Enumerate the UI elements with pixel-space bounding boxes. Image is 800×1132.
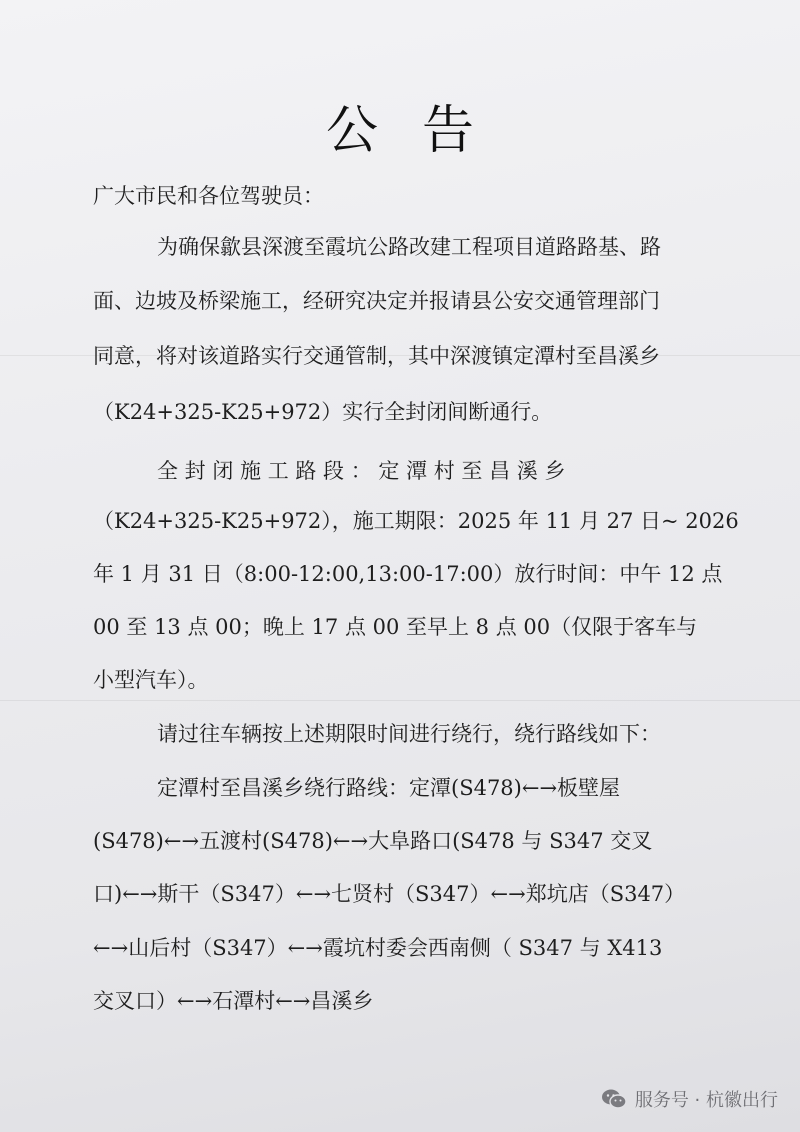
body-line: (S478)←→五渡村(S478)←→大阜路口(S478 与 S347 交叉	[93, 829, 653, 853]
body-line: 请过往车辆按上述期限时间进行绕行，绕行路线如下：	[157, 722, 661, 746]
body-line: 交叉口）←→石潭村←→昌溪乡	[93, 989, 374, 1013]
body-line: （K24+325-K25+972），施工期限：2025 年 11 月 27 日~ 2026	[93, 509, 739, 533]
body-line: （K24+325-K25+972）实行全封闭间断通行。	[93, 400, 553, 424]
watermark	[601, 1086, 778, 1112]
body-line: 口)←→斯干（S347）←→七贤村（S347）←→郑坑店（S347）	[93, 882, 686, 906]
notice-title: 公告	[325, 101, 518, 161]
body-line: ←→山后村（S347）←→霞坑村委会西南侧（ S347 与 X413	[93, 936, 663, 960]
body-line: 定潭村至昌溪乡绕行路线：定潭(S478)←→板壁屋	[157, 776, 621, 800]
body-line: 同意，将对该道路实行交通管制，其中深渡镇定潭村至昌溪乡	[93, 344, 660, 368]
body-line: 年 1 月 31 日（8:00-12:00,13:00-17:00）放行时间：中午 12 点	[93, 562, 723, 586]
body-line: 00 至 13 点 00；晚上 17 点 00 至早上 8 点 00（仅限于客车与	[93, 615, 698, 639]
body-line: 为确保歙县深渡至霞坑公路改建工程项目道路路基、路	[157, 235, 661, 259]
paper-fold	[0, 700, 800, 701]
body-line: 全 封 闭 施 工 路 段 ： 定 潭 村 至 昌 溪 乡	[157, 459, 566, 483]
watermark-text: 服务号 · 杭徽出行	[634, 1090, 778, 1111]
body-line: 小型汽车）。	[93, 668, 209, 692]
body-line: 面、边坡及桥梁施工，经研究决定并报请县公安交通管理部门	[93, 289, 660, 313]
salutation: 广大市民和各位驾驶员：	[93, 184, 324, 208]
wechat-icon	[601, 1088, 627, 1110]
